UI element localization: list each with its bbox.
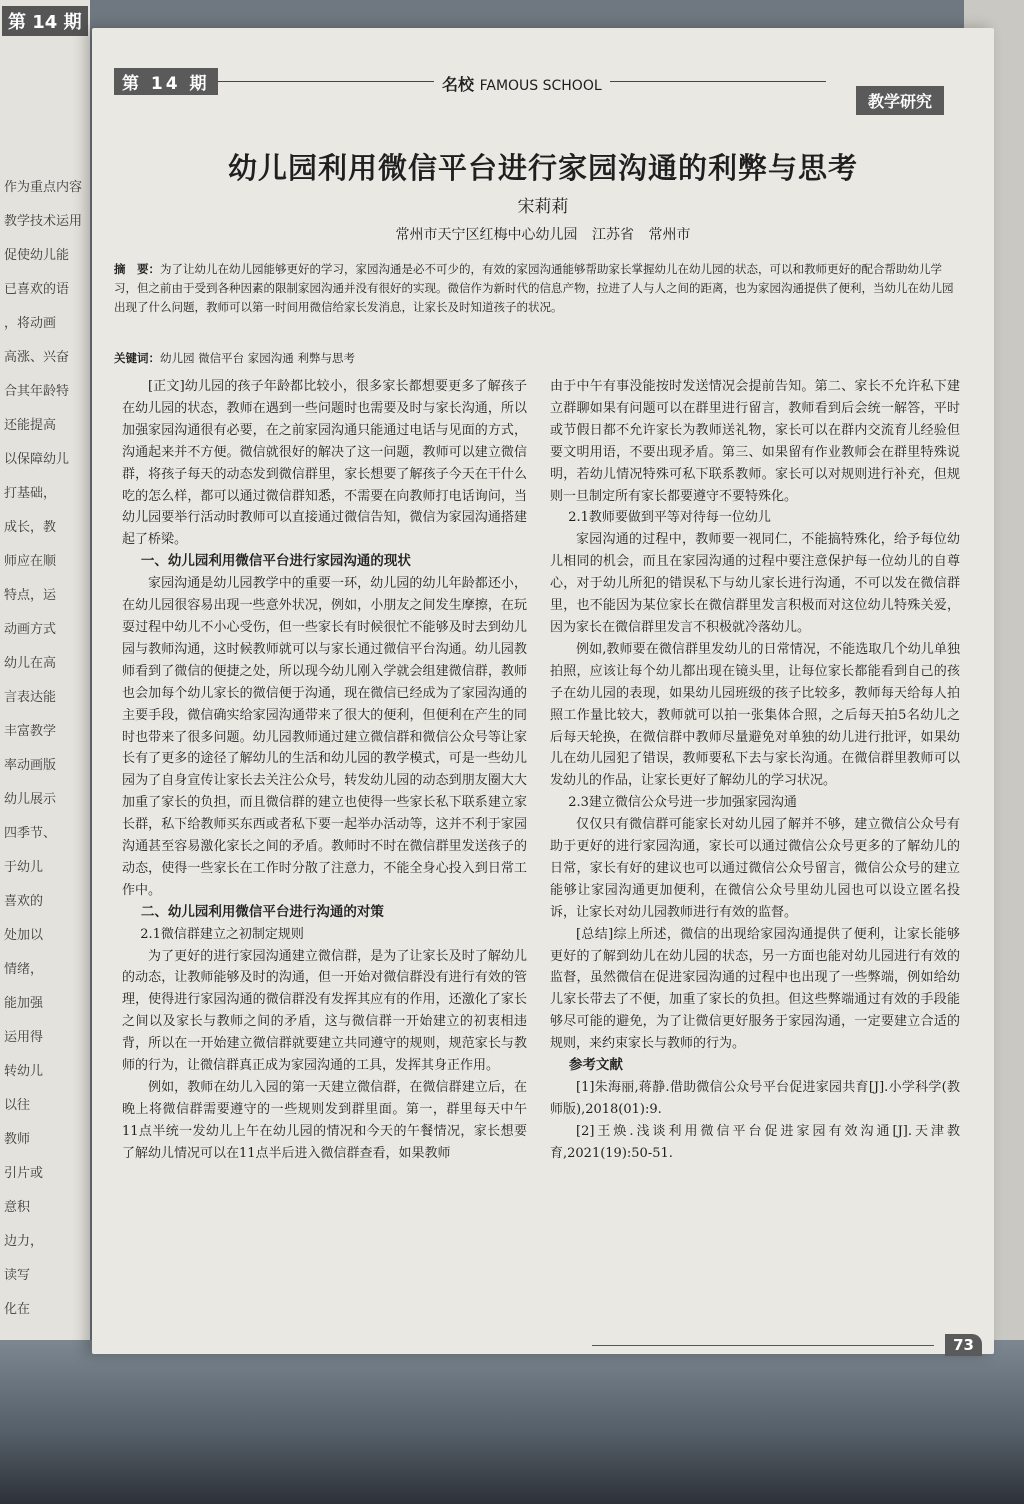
previous-page-line: 于幼儿 [4, 860, 44, 875]
previous-page-line: 运用得 [4, 1030, 44, 1045]
paragraph: 例如,教师要在微信群里发幼儿的日常情况，不能选取几个幼儿单独拍照，应该让每个幼儿都出现在镜头里，让每位家长都能看到自己的孩子在幼儿园的表现，如果幼儿园班级的孩子比较多，教师每天给每人拍照工作量比较大，教师就可以拍一张集体合照，之后每天拍5名幼儿之后每天轮换，在微信群中教师尽量避免对单独的幼儿进行批评，如果幼儿在幼儿园犯了错误，教师要私下去与家长沟通。在微信群里教师可以发幼儿的作品，让家长更好了解幼儿的学习状况。 [550, 641, 960, 789]
summary-paragraph: [总结]综上所述，微信的出现给家园沟通提供了便利，让家长能够更好的了解到幼儿在幼儿园的状态，另一方面也能对幼儿园进行有效的监督，虽然微信在促进家园沟通的过程中也出现了一些弊端，例如给幼儿家长带去了不便，加重了家长的负担。但这些弊端通过有效的手段能够尽可能的避免，为了让微信更好服务于家园沟通，一定要建立合适的规则，来约束家长与教师的行为。 [550, 926, 960, 1052]
previous-page-line: 打基础， [4, 486, 57, 501]
intro-paragraph: [正文]幼儿园的孩子年龄都比较小，很多家长都想要更多了解孩子在幼儿园的状态，教师在遇到一些问题时也需要及时与家长沟通，所以加强家园沟通很有必要，在之前家园沟通只能通过电话与见面的方式，沟通起来并不方便。微信就很好的解决了这一问题，教师可以建立微信群，将孩子每天的动态发到微信群里，家长想要了解孩子今天在干什么吃的怎么样，都可以通过微信群知悉，不需要在向教师打电话询问，当幼儿园要举行活动时教师可以直接通过微信告知，微信为家园沟通搭建起了桥梁。 [122, 379, 527, 548]
previous-page-line: 师应在顺 [4, 554, 57, 569]
article-author: 宋莉莉 [517, 197, 569, 217]
previous-page-line: 特点，运 [4, 588, 57, 603]
previous-page-line: 转幼儿 [4, 1064, 44, 1079]
paragraph: 仅仅只有微信群可能家长对幼儿园了解并不够，建立微信公众号有助于更好的进行家园沟通，家长可以通过微信公众号更多的了解幼儿的日常，家长有好的建议也可以通过微信公众号留言，微信公众号的建立能够让家园沟通更加便利，在微信公众号里幼儿园也可以设立匿名投诉，让家长对幼儿园教师进行有效的监督。 [550, 817, 960, 920]
previous-page-line: 喜欢的 [4, 894, 44, 909]
previous-page-line: 教学技术运用 [4, 214, 83, 229]
journal-page [92, 28, 994, 1354]
previous-page-line: 动画方式 [4, 622, 57, 637]
previous-page-line: 高涨、兴奋 [4, 350, 70, 365]
section-heading-2: 二、幼儿园利用微信平台进行沟通的对策 [140, 903, 384, 920]
section-heading-1: 一、幼儿园利用微信平台进行家园沟通的现状 [140, 553, 411, 570]
background-table [0, 1340, 1024, 1504]
previous-page-line: 处加以 [4, 928, 44, 943]
previous-page-line: 以往 [4, 1098, 31, 1113]
journal-name [434, 72, 610, 95]
paragraph: 家园沟通是幼儿园教学中的重要一环，幼儿园的幼儿年龄都还小，在幼儿园很容易出现一些意外状况，例如，小朋友之间发生摩擦，在玩耍过程中幼儿不小心受伤，但一些家长有时候很忙不能够及时去到幼儿园与教师沟通，这时候教师就可以与家长通过微信平台沟通。幼儿园教师看到了微信的便捷之处，所以现今幼儿刚入学就会组建微信群，教师也会加每个幼儿家长的微信便于沟通，现在微信已经成为了家园沟通的主要手段，微信确实给家园沟通带来了很大的便利，但便利在产生的同时也带来了很多问题。幼儿园教师通过建立微信群和微信公众号等让家长有了更多的途径了解幼儿的生活和幼儿园的教学模式，可是一些幼儿园为了自身宣传让家长去关注公众号，转发幼儿园的动态到朋友圈大大加重了家长的负担，而且微信群的建立也使得一些家长私下联系建立家长群，私下给教师买东西或者私下要一起举办活动等，这并不利于家园沟通甚至容易激化家长之间的矛盾。教师时不时在微信群里发送孩子的动态，使得一些家长在工作时分散了注意力，不能全身心投入到日常工作中。 [122, 576, 527, 898]
left-column [122, 376, 527, 1165]
previous-page-line: 教师 [4, 1132, 31, 1147]
previous-page-line: 言表达能 [4, 690, 57, 705]
article-affiliation: 常州市天宁区红梅中心幼儿园 江苏省 常州市 [395, 227, 691, 243]
previous-page-line: 作为重点内容 [4, 180, 83, 195]
subsection-heading-2-2: 2.1教师要做到平等对待每一位幼儿 [568, 510, 771, 526]
previous-page-line: 还能提高 [4, 418, 57, 433]
paragraph: 由于中午有事没能按时发送情况会提前告知。第二、家长不允许私下建立群聊如果有问题可以在群里进行留言，教师看到后会统一解答，平时或节假日都不允许家长为教师送礼物，家长可以在群内交流育儿经验但要文明用语，不要出现矛盾。第三、如果留有作业教师会在群里特殊说明，若幼儿情况特殊可私下联系教师。家长可以对规则进行补充，但规则一旦制定所有家长都要遵守不要特殊化。 [550, 379, 960, 504]
journal-name-cn: 名校 [442, 75, 475, 94]
previous-page-strip [0, 0, 92, 1380]
reference-item: [2]王焕.浅谈利用微信平台促进家园有效沟通[J].天津教育,2021(19):50-51. [550, 1123, 960, 1161]
article-title: 幼儿园利用微信平台进行家园沟通的利弊与思考 [227, 151, 858, 185]
previous-page-line: 已喜欢的语 [4, 282, 70, 297]
paragraph: 例如，教师在幼儿入园的第一天建立微信群，在微信群建立后，在晚上将微信群需要遵守的一些规则发到群里面。第一，群里每天中午11点半统一发幼儿上午在幼儿园的情况和今天的午餐情况，家长想要了解幼儿情况可以在11点半后进入微信群查看，如果教师 [122, 1080, 527, 1161]
previous-page-line: 促使幼儿能 [4, 248, 70, 263]
previous-page-line: 幼儿在高 [4, 656, 57, 671]
subsection-heading-2-3: 2.3建立微信公众号进一步加强家园沟通 [568, 795, 797, 811]
abstract-text: 为了让幼儿在幼儿园能够更好的学习，家园沟通是必不可少的，有效的家园沟通能够帮助家长掌握幼儿在幼儿园的状态，可以和教师更好的配合帮助幼儿学习，但之前由于受到各种因素的限制家园沟通并没有很好的实现。微信作为新时代的信息产物，拉进了人与人之间的距离，也为家园沟通提供了便利，当幼儿在幼儿园出现了什么问题，教师可以第一时间用微信给家长发消息，让家长及时知道孩子的状况。 [114, 262, 954, 314]
keywords-text: 幼儿园 微信平台 家园沟通 利弊与思考 [160, 351, 355, 365]
paragraph: 为了更好的进行家园沟通建立微信群，是为了让家长及时了解幼儿的动态，让教师能够及时的沟通，但一开始对微信群没有进行有效的管理，使得进行家园沟通的微信群没有发挥其应有的作用，还激化了家长之间以及家长与教师之间的矛盾，这与微信群一开始建立的初衷相违背，所以在一开始建立微信群就要建立共同遵守的规则，规范家长与教师的行为，让微信群真正成为家园沟通的工具，发挥其身正作用。 [122, 948, 527, 1074]
previous-page-line: 能加强 [4, 996, 44, 1011]
journal-name-en: FAMOUS SCHOOL [479, 78, 602, 94]
previous-page-line: 读写 [4, 1268, 31, 1283]
reference-item: [1]朱海丽,蒋静.借助微信公众号平台促进家园共育[J].小学科学(教师版),2018(01):9. [550, 1080, 960, 1117]
previous-page-line: 成长，教 [4, 520, 57, 535]
abstract-label: 摘 要： [114, 262, 160, 276]
abstract [114, 260, 954, 317]
keywords-label: 关键词： [114, 351, 160, 365]
previous-page-line: 合其年龄特 [4, 384, 70, 399]
previous-page-line: 以保障幼儿 [4, 452, 70, 467]
paragraph: 家园沟通的过程中，教师要一视同仁，不能搞特殊化，给予每位幼儿相同的机会，而且在家园沟通的过程中要注意保护每一位幼儿的自尊心，对于幼儿所犯的错误私下与幼儿家长进行沟通，不可以发在微信群里，也不能因为某位家长在微信群里发言积极而对这位幼儿特殊关爱，因为家长在微信群里发言不积极就冷落幼儿。 [550, 532, 960, 635]
previous-page-line: 引片或 [4, 1166, 44, 1181]
subsection-heading-2-1: 2.1微信群建立之初制定规则 [140, 926, 304, 942]
previous-page-line: 意积 [4, 1200, 31, 1215]
keywords [114, 350, 954, 366]
previous-page-line: 边力， [4, 1234, 44, 1249]
previous-page-line: 率动画版 [4, 758, 57, 773]
section-label: 教学研究 [856, 86, 944, 115]
right-column [550, 376, 960, 1165]
previous-page-line: ，将动画 [4, 316, 57, 331]
references-heading: 参考文献 [568, 1057, 623, 1074]
previous-page-line: 化在 [4, 1302, 31, 1317]
previous-page-line: 幼儿展示 [4, 792, 57, 807]
previous-page-line: 四季节、 [4, 826, 57, 841]
page-number: 73 [945, 1334, 982, 1356]
previous-page-line: 丰富教学 [4, 724, 57, 739]
issue-label: 第 14 期 [114, 68, 218, 95]
footer-rule [592, 1345, 934, 1346]
previous-page-line: 情绪， [4, 962, 44, 977]
previous-page-issue: 第 14 期 [2, 6, 88, 36]
